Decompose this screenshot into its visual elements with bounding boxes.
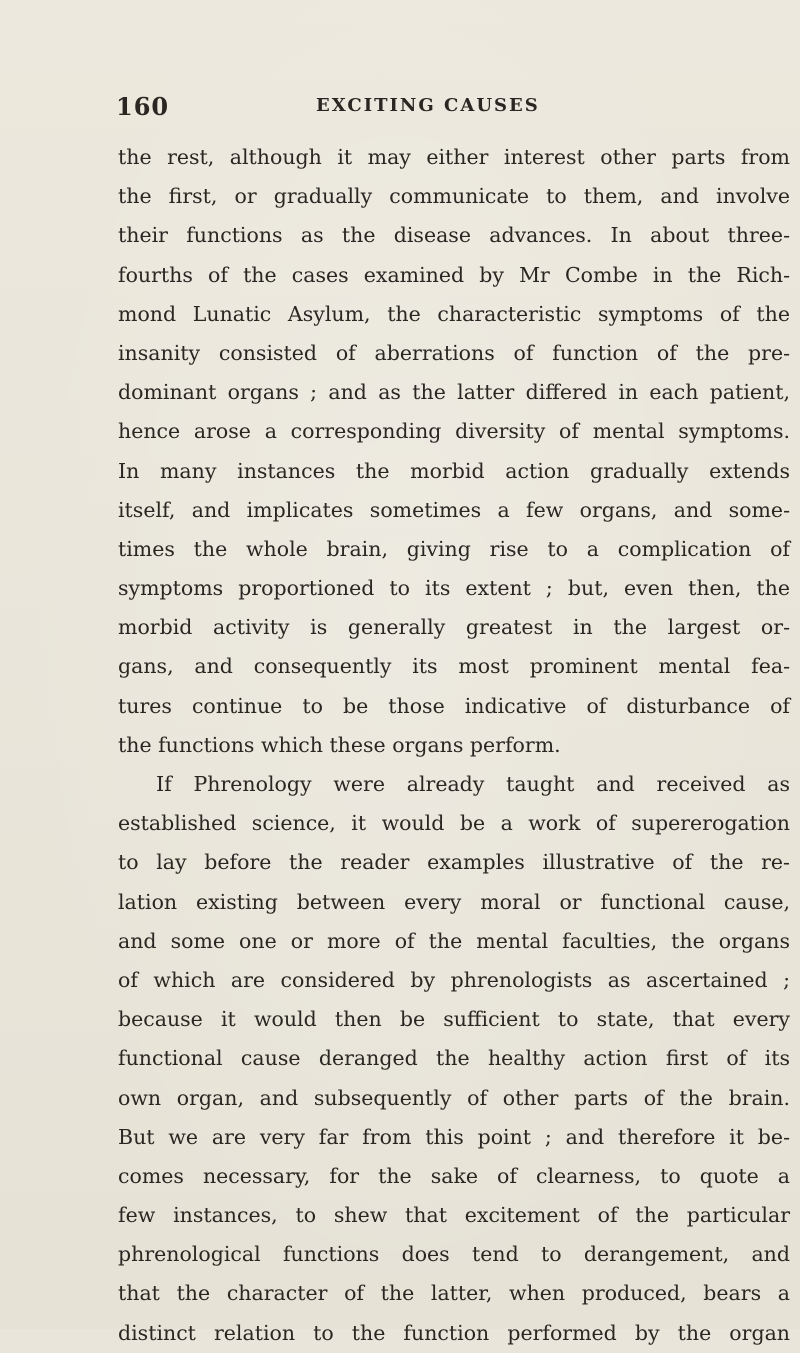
text-line: the first, or gradually communicate to them, and involve [118,184,790,209]
text-line: functional cause deranged the healthy action first of its [118,1046,790,1071]
text-line: times the whole brain, giving rise to a complication of [118,536,790,561]
paragraph-2 [118,765,798,1353]
text-line: that the character of the latter, when produced, bears a [118,1281,790,1306]
paragraph-1 [118,138,798,765]
text-line: distinct relation to the function performed by the organ [118,1320,790,1345]
text-line: the rest, although it may either interest other parts from [118,145,790,169]
text-line: tures continue to be those indicative of disturbance of [118,693,790,718]
text-line: morbid activity is generally greatest in the largest or- [118,615,790,640]
text-line: mond Lunatic Asylum, the characteristic symptoms of the [118,301,790,326]
text-line: because it would then be sufficient to state, that every [118,1007,790,1032]
text-line: their functions as the disease advances. In about three- [118,223,790,248]
text-line: gans, and consequently its most prominent mental fea- [118,654,790,679]
text-line: insanity consisted of aberrations of function of the pre- [118,340,790,365]
running-head: EXCITING CAUSES [316,95,540,116]
text-line: and some one or more of the mental faculties, the organs [118,928,790,953]
body-text [118,138,798,1353]
text-line: itself, and implicates sometimes a few organs, and some- [118,497,790,522]
text-line: symptoms proportioned to its extent ; but, even then, the [118,576,790,601]
text-line: hence arose a corresponding diversity of mental symptoms. [118,419,790,444]
text-line: If Phrenology were already taught and received as [156,772,790,796]
text-line: comes necessary, for the sake of clearness, to quote a [118,1163,790,1188]
text-line: phrenological functions does tend to derangement, and [118,1242,790,1267]
text-line: the functions which these organs perform. [118,732,561,757]
text-line: established science, it would be a work of supererogation [118,811,790,836]
text-line: of which are considered by phrenologists as ascertained ; [118,967,790,992]
text-line: few instances, to shew that excitement of the particular [118,1203,790,1228]
text-line: In many instances the morbid action gradually extends [118,458,790,483]
page-header [116,92,716,124]
text-line: to lay before the reader examples illustrative of the re- [118,850,790,875]
text-line: But we are very far from this point ; and therefore it be- [118,1124,790,1149]
text-line: fourths of the cases examined by Mr Combe in the Rich- [118,262,790,287]
text-line: dominant organs ; and as the latter differed in each patient, [118,380,790,405]
text-line: lation existing between every moral or functional cause, [118,889,790,914]
page-number: 160 [116,92,170,121]
text-line: own organ, and subsequently of other parts of the brain. [118,1085,790,1110]
